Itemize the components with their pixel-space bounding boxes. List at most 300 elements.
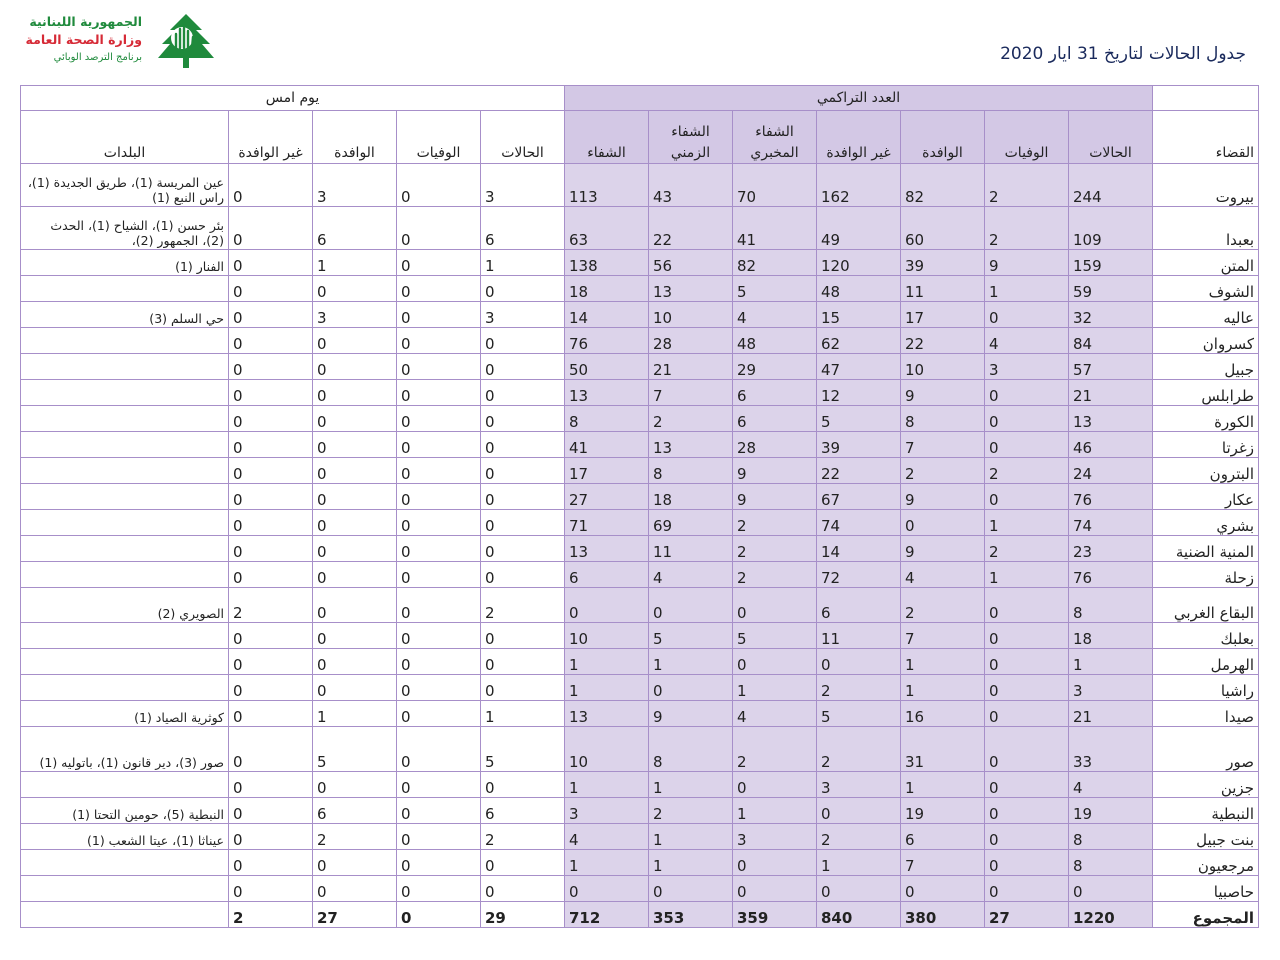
- yesterday-cases-cell: 2: [481, 588, 565, 623]
- yesterday-cases-cell: 1: [481, 250, 565, 276]
- yesterday-not-imported-cell: 0: [229, 328, 313, 354]
- yesterday-not-imported-cell: 0: [229, 824, 313, 850]
- yesterday-cases-cell: 0: [481, 354, 565, 380]
- yesterday-deaths-cell: 0: [397, 902, 481, 928]
- imported-cell: 17: [901, 302, 985, 328]
- lab-recovery-cell: 29: [733, 354, 817, 380]
- cases-cell: 8: [1069, 824, 1153, 850]
- yesterday-cases-cell: 3: [481, 302, 565, 328]
- district-cell: صور: [1153, 727, 1259, 772]
- recovery-cell: 113: [565, 164, 649, 207]
- lab-recovery-cell: 1: [733, 798, 817, 824]
- yesterday-deaths-cell: 0: [397, 623, 481, 649]
- lab-recovery-cell: 9: [733, 484, 817, 510]
- table-row: [21, 354, 1259, 380]
- yesterday-imported-cell: 0: [313, 850, 397, 876]
- recovery-cell: 0: [565, 588, 649, 623]
- towns-cell: صور (3)، دير قانون (1)، باتوليه (1): [21, 727, 229, 772]
- yesterday-deaths-cell: 0: [397, 207, 481, 250]
- imported-cell: 1: [901, 649, 985, 675]
- clinical-recovery-cell: 8: [649, 727, 733, 772]
- yesterday-cases-header: الحالات: [481, 111, 565, 164]
- yesterday-deaths-cell: 0: [397, 164, 481, 207]
- towns-cell: [21, 276, 229, 302]
- lab-recovery-cell: 0: [733, 649, 817, 675]
- district-cell: بشري: [1153, 510, 1259, 536]
- deaths-cell: 0: [985, 675, 1069, 701]
- yesterday-deaths-header: الوفيات: [397, 111, 481, 164]
- towns-cell: [21, 772, 229, 798]
- clinical-recovery-cell: 1: [649, 649, 733, 675]
- imported-cell: 9: [901, 536, 985, 562]
- not-imported-cell: 162: [817, 164, 901, 207]
- imported-cell: 8: [901, 406, 985, 432]
- table-row: [21, 701, 1259, 727]
- yesterday-cases-cell: 0: [481, 484, 565, 510]
- clinical-recovery-cell: 353: [649, 902, 733, 928]
- yesterday-cases-cell: 0: [481, 458, 565, 484]
- deaths-cell: 2: [985, 458, 1069, 484]
- yesterday-imported-cell: 1: [313, 701, 397, 727]
- not-imported-cell: 1: [817, 850, 901, 876]
- district-cell: زغرتا: [1153, 432, 1259, 458]
- deaths-cell: 0: [985, 649, 1069, 675]
- cases-cell: 74: [1069, 510, 1153, 536]
- district-cell: جبيل: [1153, 354, 1259, 380]
- yesterday-imported-cell: 5: [313, 727, 397, 772]
- towns-cell: [21, 406, 229, 432]
- not-imported-cell: 49: [817, 207, 901, 250]
- yesterday-cases-cell: 0: [481, 562, 565, 588]
- imported-cell: 0: [901, 510, 985, 536]
- towns-cell: [21, 902, 229, 928]
- imported-cell: 9: [901, 484, 985, 510]
- imported-cell: 2: [901, 588, 985, 623]
- district-cell: النبطية: [1153, 798, 1259, 824]
- clinical-recovery-cell: 13: [649, 276, 733, 302]
- yesterday-cases-cell: 6: [481, 798, 565, 824]
- cases-cell: 32: [1069, 302, 1153, 328]
- cases-cell: 13: [1069, 406, 1153, 432]
- yesterday-deaths-cell: 0: [397, 701, 481, 727]
- lab-recovery-cell: 2: [733, 727, 817, 772]
- deaths-cell: 1: [985, 510, 1069, 536]
- clinical-recovery-cell: 69: [649, 510, 733, 536]
- recovery-cell: 41: [565, 432, 649, 458]
- lab-recovery-header: الشفاء المخبري: [733, 111, 817, 164]
- district-cell: الشوف: [1153, 276, 1259, 302]
- recovery-cell: 14: [565, 302, 649, 328]
- not-imported-cell: 74: [817, 510, 901, 536]
- deaths-header: الوفيات: [985, 111, 1069, 164]
- cases-cell: 24: [1069, 458, 1153, 484]
- recovery-cell: 1: [565, 649, 649, 675]
- deaths-cell: 0: [985, 380, 1069, 406]
- yesterday-imported-cell: 2: [313, 824, 397, 850]
- towns-cell: عيناثا (1)، عيتا الشعب (1): [21, 824, 229, 850]
- towns-cell: [21, 536, 229, 562]
- deaths-cell: 0: [985, 772, 1069, 798]
- recovery-cell: 76: [565, 328, 649, 354]
- cases-cell: 8: [1069, 588, 1153, 623]
- deaths-cell: 2: [985, 536, 1069, 562]
- yesterday-imported-cell: 0: [313, 406, 397, 432]
- table-row: [21, 772, 1259, 798]
- imported-cell: 0: [901, 876, 985, 902]
- table-row: [21, 824, 1259, 850]
- clinical-recovery-cell: 18: [649, 484, 733, 510]
- lab-recovery-cell: 5: [733, 276, 817, 302]
- clinical-recovery-cell: 1: [649, 824, 733, 850]
- yesterday-imported-cell: 0: [313, 354, 397, 380]
- imported-cell: 1: [901, 675, 985, 701]
- yesterday-imported-cell: 0: [313, 458, 397, 484]
- lab-recovery-cell: 0: [733, 772, 817, 798]
- not-imported-cell: 67: [817, 484, 901, 510]
- yesterday-deaths-cell: 0: [397, 406, 481, 432]
- deaths-cell: 2: [985, 207, 1069, 250]
- not-imported-cell: 3: [817, 772, 901, 798]
- deaths-cell: 0: [985, 850, 1069, 876]
- not-imported-cell: 11: [817, 623, 901, 649]
- not-imported-cell: 12: [817, 380, 901, 406]
- yesterday-imported-cell: 0: [313, 432, 397, 458]
- report-title: جدول الحالات لتاريخ 31 ايار 2020: [1000, 44, 1246, 64]
- yesterday-not-imported-cell: 0: [229, 354, 313, 380]
- cases-cell: 1220: [1069, 902, 1153, 928]
- cases-cell: 159: [1069, 250, 1153, 276]
- table-row: [21, 798, 1259, 824]
- yesterday-cases-cell: 0: [481, 850, 565, 876]
- table-row: [21, 536, 1259, 562]
- towns-header: البلدات: [21, 111, 229, 164]
- yesterday-not-imported-cell: 0: [229, 276, 313, 302]
- recovery-cell: 8: [565, 406, 649, 432]
- yesterday-imported-cell: 0: [313, 276, 397, 302]
- not-imported-cell: 6: [817, 588, 901, 623]
- yesterday-cases-cell: 0: [481, 510, 565, 536]
- deaths-cell: 1: [985, 562, 1069, 588]
- not-imported-cell: 48: [817, 276, 901, 302]
- lab-recovery-cell: 6: [733, 406, 817, 432]
- yesterday-not-imported-cell: 0: [229, 510, 313, 536]
- yesterday-deaths-cell: 0: [397, 484, 481, 510]
- district-cell: الكورة: [1153, 406, 1259, 432]
- district-cell: بنت جبيل: [1153, 824, 1259, 850]
- table-row: [21, 562, 1259, 588]
- clinical-recovery-cell: 2: [649, 798, 733, 824]
- not-imported-header: غير الوافدة: [817, 111, 901, 164]
- recovery-cell: 13: [565, 701, 649, 727]
- imported-cell: 82: [901, 164, 985, 207]
- towns-cell: [21, 380, 229, 406]
- cases-cell: 0: [1069, 876, 1153, 902]
- yesterday-deaths-cell: 0: [397, 798, 481, 824]
- yesterday-cases-cell: 3: [481, 164, 565, 207]
- towns-cell: [21, 432, 229, 458]
- clinical-recovery-header: الشفاء الزمني: [649, 111, 733, 164]
- deaths-cell: 0: [985, 876, 1069, 902]
- deaths-cell: 0: [985, 484, 1069, 510]
- yesterday-deaths-cell: 0: [397, 276, 481, 302]
- lab-recovery-cell: 2: [733, 562, 817, 588]
- yesterday-not-imported-cell: 0: [229, 302, 313, 328]
- yesterday-imported-cell: 6: [313, 207, 397, 250]
- towns-cell: [21, 649, 229, 675]
- yesterday-imported-cell: 0: [313, 484, 397, 510]
- district-cell: المجموع: [1153, 902, 1259, 928]
- towns-cell: الفنار (1): [21, 250, 229, 276]
- towns-cell: [21, 484, 229, 510]
- yesterday-deaths-cell: 0: [397, 458, 481, 484]
- district-cell: بيروت: [1153, 164, 1259, 207]
- table-row: [21, 276, 1259, 302]
- clinical-recovery-cell: 1: [649, 772, 733, 798]
- clinical-recovery-cell: 28: [649, 328, 733, 354]
- recovery-cell: 10: [565, 727, 649, 772]
- imported-cell: 39: [901, 250, 985, 276]
- deaths-cell: 0: [985, 798, 1069, 824]
- district-cell: المتن: [1153, 250, 1259, 276]
- lab-recovery-cell: 70: [733, 164, 817, 207]
- not-imported-cell: 0: [817, 649, 901, 675]
- clinical-recovery-cell: 7: [649, 380, 733, 406]
- recovery-cell: 71: [565, 510, 649, 536]
- yesterday-not-imported-cell: 0: [229, 623, 313, 649]
- not-imported-cell: 62: [817, 328, 901, 354]
- towns-cell: النبطية (5)، حومين التحتا (1): [21, 798, 229, 824]
- towns-cell: [21, 562, 229, 588]
- cases-cell: 21: [1069, 380, 1153, 406]
- lab-recovery-cell: 6: [733, 380, 817, 406]
- yesterday-imported-cell: 0: [313, 510, 397, 536]
- imported-cell: 60: [901, 207, 985, 250]
- table-row: [21, 406, 1259, 432]
- yesterday-cases-cell: 0: [481, 380, 565, 406]
- logo-ministry-text: وزارة الصحة العامة: [25, 32, 142, 47]
- towns-cell: حي السلم (3): [21, 302, 229, 328]
- yesterday-cases-cell: 0: [481, 623, 565, 649]
- yesterday-not-imported-cell: 0: [229, 675, 313, 701]
- imported-header: الوافدة: [901, 111, 985, 164]
- not-imported-cell: 2: [817, 675, 901, 701]
- yesterday-cases-cell: 2: [481, 824, 565, 850]
- deaths-cell: 3: [985, 354, 1069, 380]
- clinical-recovery-cell: 22: [649, 207, 733, 250]
- cases-cell: 19: [1069, 798, 1153, 824]
- imported-cell: 22: [901, 328, 985, 354]
- cases-cell: 23: [1069, 536, 1153, 562]
- recovery-cell: 63: [565, 207, 649, 250]
- cases-cell: 76: [1069, 484, 1153, 510]
- yesterday-deaths-cell: 0: [397, 675, 481, 701]
- recovery-cell: 1: [565, 850, 649, 876]
- yesterday-imported-cell: 0: [313, 649, 397, 675]
- yesterday-imported-cell: 1: [313, 250, 397, 276]
- imported-cell: 1: [901, 772, 985, 798]
- table-row: [21, 510, 1259, 536]
- not-imported-cell: 120: [817, 250, 901, 276]
- not-imported-cell: 22: [817, 458, 901, 484]
- deaths-cell: 4: [985, 328, 1069, 354]
- lab-recovery-cell: 4: [733, 302, 817, 328]
- recovery-cell: 0: [565, 876, 649, 902]
- cumulative-group-header: العدد التراكمي: [565, 86, 1153, 111]
- imported-cell: 2: [901, 458, 985, 484]
- not-imported-cell: 0: [817, 876, 901, 902]
- yesterday-imported-cell: 0: [313, 562, 397, 588]
- yesterday-deaths-cell: 0: [397, 354, 481, 380]
- table-row: [21, 164, 1259, 207]
- clinical-recovery-cell: 5: [649, 623, 733, 649]
- lab-recovery-cell: 359: [733, 902, 817, 928]
- cases-cell: 59: [1069, 276, 1153, 302]
- towns-cell: [21, 510, 229, 536]
- clinical-recovery-cell: 10: [649, 302, 733, 328]
- yesterday-not-imported-cell: 0: [229, 876, 313, 902]
- towns-cell: [21, 876, 229, 902]
- imported-cell: 31: [901, 727, 985, 772]
- district-cell: بعلبك: [1153, 623, 1259, 649]
- yesterday-not-imported-cell: 0: [229, 536, 313, 562]
- table-row: [21, 623, 1259, 649]
- table-row: [21, 484, 1259, 510]
- district-cell: بعبدا: [1153, 207, 1259, 250]
- table-body: [21, 164, 1259, 928]
- deaths-cell: 1: [985, 276, 1069, 302]
- imported-cell: 380: [901, 902, 985, 928]
- towns-cell: [21, 328, 229, 354]
- yesterday-not-imported-cell: 2: [229, 588, 313, 623]
- clinical-recovery-cell: 4: [649, 562, 733, 588]
- district-cell: راشيا: [1153, 675, 1259, 701]
- district-cell: صيدا: [1153, 701, 1259, 727]
- district-cell: البترون: [1153, 458, 1259, 484]
- clinical-recovery-cell: 0: [649, 588, 733, 623]
- not-imported-cell: 5: [817, 701, 901, 727]
- cases-cell: 46: [1069, 432, 1153, 458]
- table-row: [21, 380, 1259, 406]
- towns-cell: [21, 458, 229, 484]
- deaths-cell: 0: [985, 623, 1069, 649]
- recovery-cell: 18: [565, 276, 649, 302]
- recovery-cell: 13: [565, 536, 649, 562]
- yesterday-imported-cell: 6: [313, 798, 397, 824]
- clinical-recovery-cell: 2: [649, 406, 733, 432]
- total-row: [21, 902, 1259, 928]
- yesterday-cases-cell: 0: [481, 675, 565, 701]
- district-cell: الهرمل: [1153, 649, 1259, 675]
- not-imported-cell: 2: [817, 824, 901, 850]
- district-cell: زحلة: [1153, 562, 1259, 588]
- cedar-hand-icon: [152, 12, 216, 70]
- lab-recovery-cell: 9: [733, 458, 817, 484]
- yesterday-cases-cell: 0: [481, 649, 565, 675]
- yesterday-deaths-cell: 0: [397, 302, 481, 328]
- yesterday-deaths-cell: 0: [397, 649, 481, 675]
- yesterday-cases-cell: 0: [481, 276, 565, 302]
- yesterday-imported-cell: 0: [313, 623, 397, 649]
- cases-cell: 33: [1069, 727, 1153, 772]
- recovery-cell: 1: [565, 675, 649, 701]
- cases-cell: 109: [1069, 207, 1153, 250]
- yesterday-not-imported-cell: 0: [229, 432, 313, 458]
- yesterday-cases-cell: 5: [481, 727, 565, 772]
- yesterday-not-imported-cell: 0: [229, 484, 313, 510]
- cases-cell: 8: [1069, 850, 1153, 876]
- district-cell: عكار: [1153, 484, 1259, 510]
- clinical-recovery-cell: 13: [649, 432, 733, 458]
- imported-cell: 4: [901, 562, 985, 588]
- yesterday-cases-cell: 0: [481, 432, 565, 458]
- district-cell: جزين: [1153, 772, 1259, 798]
- yesterday-deaths-cell: 0: [397, 588, 481, 623]
- not-imported-cell: 15: [817, 302, 901, 328]
- lab-recovery-cell: 41: [733, 207, 817, 250]
- not-imported-cell: 47: [817, 354, 901, 380]
- yesterday-cases-cell: 6: [481, 207, 565, 250]
- lab-recovery-cell: 5: [733, 623, 817, 649]
- yesterday-deaths-cell: 0: [397, 562, 481, 588]
- yesterday-deaths-cell: 0: [397, 432, 481, 458]
- district-cell: عاليه: [1153, 302, 1259, 328]
- ministry-logo: [18, 10, 218, 72]
- yesterday-deaths-cell: 0: [397, 876, 481, 902]
- cases-cell: 84: [1069, 328, 1153, 354]
- recovery-cell: 138: [565, 250, 649, 276]
- recovery-cell: 17: [565, 458, 649, 484]
- yesterday-deaths-cell: 0: [397, 536, 481, 562]
- table-row: [21, 302, 1259, 328]
- cases-cell: 18: [1069, 623, 1153, 649]
- lab-recovery-cell: 0: [733, 876, 817, 902]
- yesterday-not-imported-cell: 0: [229, 850, 313, 876]
- yesterday-deaths-cell: 0: [397, 824, 481, 850]
- yesterday-imported-cell: 0: [313, 876, 397, 902]
- table-row: [21, 876, 1259, 902]
- table-row: [21, 588, 1259, 623]
- deaths-cell: 0: [985, 406, 1069, 432]
- yesterday-not-imported-cell: 0: [229, 798, 313, 824]
- recovery-cell: 50: [565, 354, 649, 380]
- towns-cell: عين المريسة (1)، طريق الجديدة (1)، راس النبع (1): [21, 164, 229, 207]
- cases-cell: 57: [1069, 354, 1153, 380]
- towns-cell: [21, 623, 229, 649]
- imported-cell: 7: [901, 432, 985, 458]
- imported-cell: 7: [901, 623, 985, 649]
- deaths-cell: 2: [985, 164, 1069, 207]
- yesterday-deaths-cell: 0: [397, 727, 481, 772]
- lab-recovery-cell: 82: [733, 250, 817, 276]
- yesterday-imported-cell: 0: [313, 675, 397, 701]
- lab-recovery-cell: 28: [733, 432, 817, 458]
- imported-cell: 9: [901, 380, 985, 406]
- district-cell: البقاع الغربي: [1153, 588, 1259, 623]
- yesterday-imported-cell: 0: [313, 328, 397, 354]
- lab-recovery-cell: 4: [733, 701, 817, 727]
- deaths-cell: 27: [985, 902, 1069, 928]
- towns-cell: كوثرية الصياد (1): [21, 701, 229, 727]
- imported-cell: 10: [901, 354, 985, 380]
- not-imported-cell: 2: [817, 727, 901, 772]
- towns-cell: الصويري (2): [21, 588, 229, 623]
- yesterday-cases-cell: 1: [481, 701, 565, 727]
- yesterday-deaths-cell: 0: [397, 772, 481, 798]
- yesterday-cases-cell: 29: [481, 902, 565, 928]
- yesterday-deaths-cell: 0: [397, 380, 481, 406]
- yesterday-imported-cell: 3: [313, 164, 397, 207]
- recovery-cell: 712: [565, 902, 649, 928]
